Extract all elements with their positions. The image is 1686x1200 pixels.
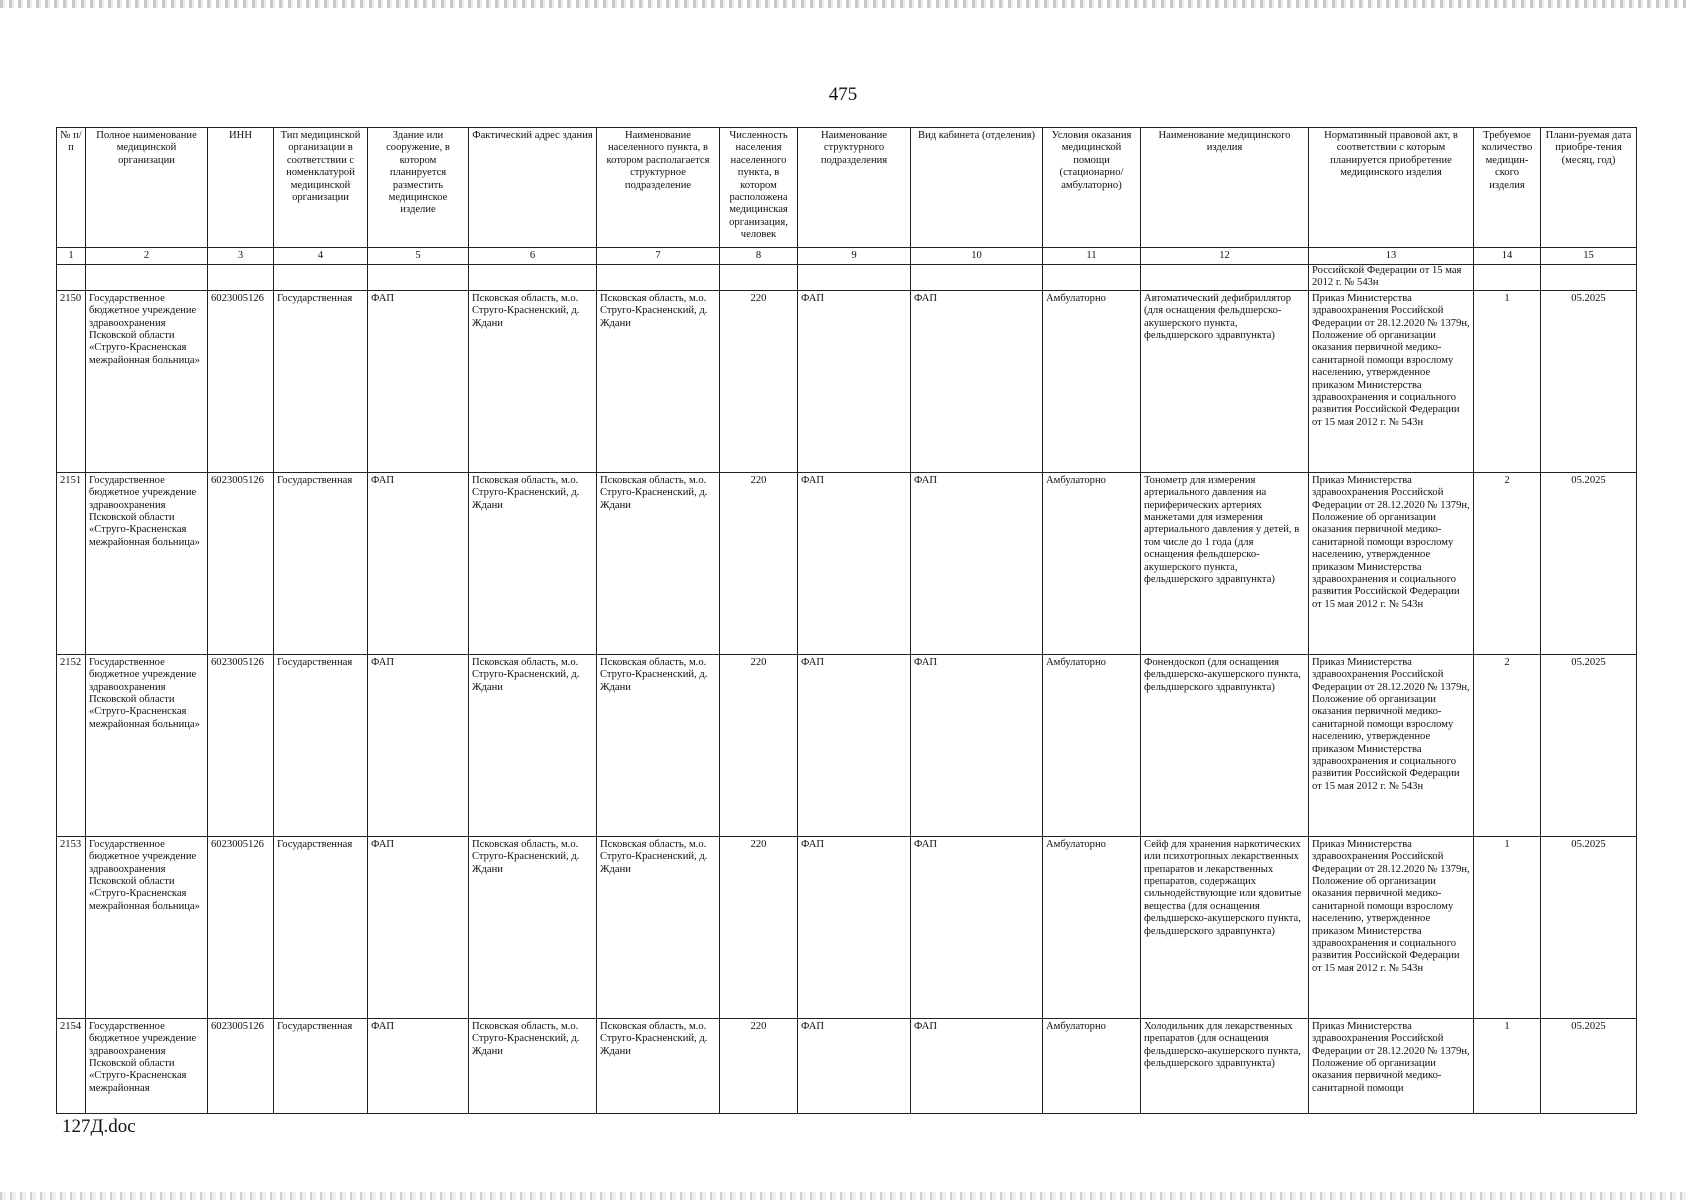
- cell-type: Государственная: [274, 472, 368, 654]
- col-header: Полное наименование медицинской организации: [86, 128, 208, 248]
- cell-qty: 1: [1474, 1018, 1541, 1113]
- cell-population: 220: [720, 1018, 798, 1113]
- cell-type: Государственная: [274, 654, 368, 836]
- cell-org: Государственное бюджетное учреждение здравоохранения Псковской области «Струго-Красненская межрайонная больница»: [86, 654, 208, 836]
- cell-locality: Псковская область, м.о. Струго-Красненский, д. Ждани: [597, 472, 720, 654]
- col-number: 13: [1309, 248, 1474, 265]
- cell-building: ФАП: [368, 1018, 469, 1113]
- cell-org: Государственное бюджетное учреждение здравоохранения Псковской области «Струго-Красненская межрайонная больница»: [86, 290, 208, 472]
- header-row: [57, 128, 1637, 248]
- continuation-row: [57, 265, 1637, 291]
- cell-conditions: Амбулаторно: [1043, 836, 1141, 1018]
- table-row: [57, 290, 1637, 472]
- col-header: ИНН: [208, 128, 274, 248]
- cell-act: Приказ Министерства здравоохранения Российской Федерации от 28.12.2020 № 1379н, Положение об организации оказания первичной медико-санитарной помощи: [1309, 1018, 1474, 1113]
- col-number: 12: [1141, 248, 1309, 265]
- cell-building: ФАП: [368, 836, 469, 1018]
- cell-locality: Псковская область, м.о. Струго-Красненский, д. Ждани: [597, 654, 720, 836]
- cell-address: Псковская область, м.о. Струго-Красненский, д. Ждани: [469, 654, 597, 836]
- footer-filename: 127Д.doc: [62, 1116, 136, 1137]
- scan-edge-top: [0, 0, 1686, 8]
- col-number: 7: [597, 248, 720, 265]
- cell-num: 2150: [57, 290, 86, 472]
- cell-device: Автоматический дефибриллятор (для оснащения фельдшерско-акушерского пункта, фельдшерского здравпункта): [1141, 290, 1309, 472]
- cell-address: Псковская область, м.о. Струго-Красненский, д. Ждани: [469, 1018, 597, 1113]
- cell-inn: 6023005126: [208, 472, 274, 654]
- cell-date: 05.2025: [1541, 290, 1637, 472]
- col-header: Наименование населенного пункта, в котором располагается структурное подразделение: [597, 128, 720, 248]
- col-header: Фактический адрес здания: [469, 128, 597, 248]
- equipment-table: [56, 127, 1637, 1114]
- cell-building: ФАП: [368, 290, 469, 472]
- cell-qty: 2: [1474, 654, 1541, 836]
- col-number: 11: [1043, 248, 1141, 265]
- cell-building: ФАП: [368, 654, 469, 836]
- cell-device: Тонометр для измерения артериального давления на периферических артериях манжетами для измерения артериального давления у детей, в том числе до 1 года (для оснащения фельдшерско-акушерского пункта, фельдшерского здравпункта): [1141, 472, 1309, 654]
- col-number: 14: [1474, 248, 1541, 265]
- cell-address: Псковская область, м.о. Струго-Красненский, д. Ждани: [469, 472, 597, 654]
- col-number: 9: [798, 248, 911, 265]
- cell-locality: Псковская область, м.о. Струго-Красненский, д. Ждани: [597, 1018, 720, 1113]
- cell-org: Государственное бюджетное учреждение здравоохранения Псковской области «Струго-Красненская межрайонная больница»: [86, 472, 208, 654]
- cell-conditions: Амбулаторно: [1043, 472, 1141, 654]
- scan-edge-bottom: [0, 1192, 1686, 1200]
- col-number: 5: [368, 248, 469, 265]
- cell-unit: ФАП: [798, 1018, 911, 1113]
- col-header: Требуемое количество медицин-ского изделия: [1474, 128, 1541, 248]
- col-header: Тип медицинской организации в соответствии с номенклатурой медицинской организации: [274, 128, 368, 248]
- cell-address: Псковская область, м.о. Струго-Красненский, д. Ждани: [469, 290, 597, 472]
- cell-device: Фонендоскоп (для оснащения фельдшерско-акушерского пункта, фельдшерского здравпункта): [1141, 654, 1309, 836]
- cell-act: Приказ Министерства здравоохранения Российской Федерации от 28.12.2020 № 1379н, Положение об организации оказания первичной медико-санитарной помощи взрослому населению, утвержденное приказом Министерства здравоохранения и социального развития Российской Федерации от 15 мая 2012 г. № 543н: [1309, 836, 1474, 1018]
- col-header: Вид кабинета (отделения): [911, 128, 1043, 248]
- continuation-text: Российской Федерации от 15 мая 2012 г. № 543н: [1309, 265, 1474, 291]
- cell-locality: Псковская область, м.о. Струго-Красненский, д. Ждани: [597, 290, 720, 472]
- table-row: [57, 1018, 1637, 1113]
- cell-cabinet: ФАП: [911, 654, 1043, 836]
- cell-population: 220: [720, 472, 798, 654]
- col-number: 1: [57, 248, 86, 265]
- cell-inn: 6023005126: [208, 290, 274, 472]
- cell-type: Государственная: [274, 1018, 368, 1113]
- cell-act: Приказ Министерства здравоохранения Российской Федерации от 28.12.2020 № 1379н, Положение об организации оказания первичной медико-санитарной помощи взрослому населению, утвержденное приказом Министерства здравоохранения и социального развития Российской Федерации от 15 мая 2012 г. № 543н: [1309, 472, 1474, 654]
- col-header: Нормативный правовой акт, в соответствии с которым планируется приобретение медицинского изделия: [1309, 128, 1474, 248]
- cell-address: Псковская область, м.о. Струго-Красненский, д. Ждани: [469, 836, 597, 1018]
- cell-inn: 6023005126: [208, 1018, 274, 1113]
- cell-qty: 1: [1474, 836, 1541, 1018]
- col-number: 10: [911, 248, 1043, 265]
- table-row: [57, 472, 1637, 654]
- col-number: 15: [1541, 248, 1637, 265]
- col-header: № п/п: [57, 128, 86, 248]
- cell-population: 220: [720, 836, 798, 1018]
- cell-date: 05.2025: [1541, 836, 1637, 1018]
- col-number: 3: [208, 248, 274, 265]
- cell-org: Государственное бюджетное учреждение здравоохранения Псковской области «Струго-Красненская межрайонная больница»: [86, 836, 208, 1018]
- col-header: Плани-руемая дата приобре-тения (месяц, год): [1541, 128, 1637, 248]
- cell-date: 05.2025: [1541, 1018, 1637, 1113]
- cell-inn: 6023005126: [208, 654, 274, 836]
- cell-conditions: Амбулаторно: [1043, 290, 1141, 472]
- col-header: Численность населения населенного пункта, в котором расположена медицинская организация, человек: [720, 128, 798, 248]
- cell-act: Приказ Министерства здравоохранения Российской Федерации от 28.12.2020 № 1379н, Положение об организации оказания первичной медико-санитарной помощи взрослому населению, утвержденное приказом Министерства здравоохранения и социального развития Российской Федерации от 15 мая 2012 г. № 543н: [1309, 290, 1474, 472]
- col-header: Наименование медицинского изделия: [1141, 128, 1309, 248]
- cell-conditions: Амбулаторно: [1043, 654, 1141, 836]
- cell-population: 220: [720, 654, 798, 836]
- col-number: 8: [720, 248, 798, 265]
- table-row: [57, 836, 1637, 1018]
- cell-qty: 2: [1474, 472, 1541, 654]
- cell-unit: ФАП: [798, 836, 911, 1018]
- cell-device: Сейф для хранения наркотических или психотропных лекарственных препаратов и лекарственных препаратов, содержащих сильнодействующие или ядовитые вещества (для оснащения фельдшерско-акушерского пункта, фельдшерского здравпункта): [1141, 836, 1309, 1018]
- cell-cabinet: ФАП: [911, 472, 1043, 654]
- cell-unit: ФАП: [798, 654, 911, 836]
- table-row: [57, 654, 1637, 836]
- col-number: 4: [274, 248, 368, 265]
- cell-type: Государственная: [274, 290, 368, 472]
- cell-cabinet: ФАП: [911, 290, 1043, 472]
- cell-unit: ФАП: [798, 472, 911, 654]
- column-number-row: [57, 248, 1637, 265]
- cell-locality: Псковская область, м.о. Струго-Красненский, д. Ждани: [597, 836, 720, 1018]
- cell-qty: 1: [1474, 290, 1541, 472]
- cell-cabinet: ФАП: [911, 836, 1043, 1018]
- cell-act: Приказ Министерства здравоохранения Российской Федерации от 28.12.2020 № 1379н, Положение об организации оказания первичной медико-санитарной помощи взрослому населению, утвержденное приказом Министерства здравоохранения и социального развития Российской Федерации от 15 мая 2012 г. № 543н: [1309, 654, 1474, 836]
- cell-device: Холодильник для лекарственных препаратов (для оснащения фельдшерско-акушерского пункта, фельдшерского здравпункта): [1141, 1018, 1309, 1113]
- col-header: Наименование структурного подразделения: [798, 128, 911, 248]
- cell-population: 220: [720, 290, 798, 472]
- cell-cabinet: ФАП: [911, 1018, 1043, 1113]
- cell-unit: ФАП: [798, 290, 911, 472]
- cell-inn: 6023005126: [208, 836, 274, 1018]
- cell-num: 2153: [57, 836, 86, 1018]
- cell-num: 2152: [57, 654, 86, 836]
- col-number: 2: [86, 248, 208, 265]
- cell-date: 05.2025: [1541, 472, 1637, 654]
- cell-conditions: Амбулаторно: [1043, 1018, 1141, 1113]
- cell-type: Государственная: [274, 836, 368, 1018]
- col-header: Условия оказания медицинской помощи (стационарно/ амбулаторно): [1043, 128, 1141, 248]
- page-number: 475: [828, 84, 858, 105]
- cell-date: 05.2025: [1541, 654, 1637, 836]
- cell-building: ФАП: [368, 472, 469, 654]
- cell-org: Государственное бюджетное учреждение здравоохранения Псковской области «Струго-Красненская межрайонная: [86, 1018, 208, 1113]
- col-header: Здание или сооружение, в котором планируется разместить медицинское изделие: [368, 128, 469, 248]
- cell-num: 2154: [57, 1018, 86, 1113]
- cell-num: 2151: [57, 472, 86, 654]
- col-number: 6: [469, 248, 597, 265]
